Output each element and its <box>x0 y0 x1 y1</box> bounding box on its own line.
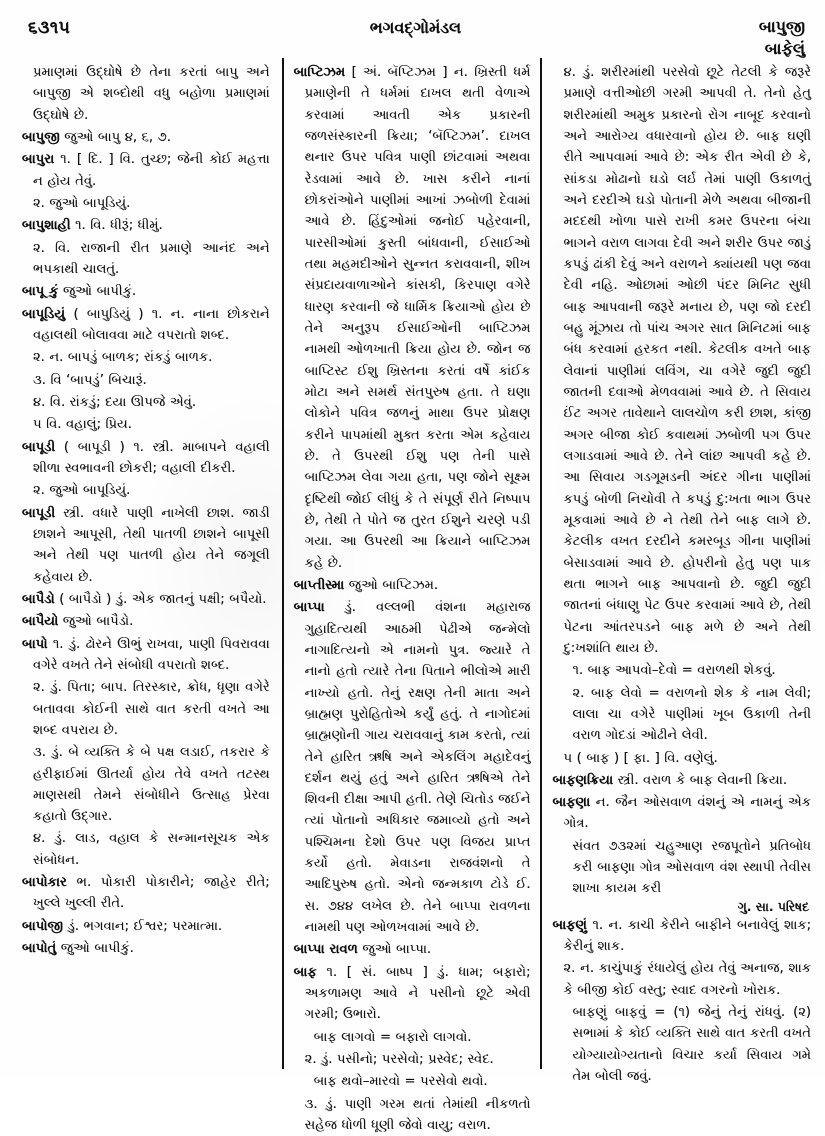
entry-definition: ૧. વિ. ધીરૂં; ધીમું. <box>70 218 163 234</box>
entry-definition: જુઓ બાપૈડો. <box>58 614 134 630</box>
entry-headword: બાપૂડી <box>22 505 56 521</box>
entry-sense: ૨. ડું. પસીનો; પરસેવો; પ્રસ્વેદ; સ્વેદ. <box>304 1052 494 1068</box>
entry-definition: જુઓ બાપ્ટિઝમ. <box>344 577 439 593</box>
entry-definition: સ્ત્રી. વધારે પાણી નાખેલી છાશ. જાડી છાશને આપૂસી, તેથી પાતળી છાશને બાપૂસી અને તેથી પણ પાતળી હોય તેને જગૂલી કહેવાય છે. <box>33 505 270 585</box>
entry-headword: બાપૂડી <box>22 439 56 455</box>
dictionary-title: ભગવદ્ગોમંડલ <box>369 18 462 37</box>
dictionary-entry <box>22 634 270 677</box>
entry-sense: ૪. ડું. શરીરમાંથી પરસેવો છૂટે તેટલી કે જરૂરે પ્રમાણે વત્તીઓછી ગરમી આપવી તે. તેનો હેતુ શરીરમાંથી અમુક પ્રકારનો રોગ નાબૂદ કરવાનો અને આરોગ્ય વધારવાનો હોય છે. બાફ ઘણી રીતે આપવામાં આવે છે: એક રીત એવી છે કે, સાંકડા મોઢાનો ઘડો લર્ઇ તેમાં પાણી ઉકાળતું અને દરદીએ ઘડો પોતાની મેળે અથવા બીજાની મદદથી ખોળા પાસે રાખી કમર ઉપરના બંચા ભાગને વરાળ લાગવા દેવી અને શરીર ઉપર જાડું કપડું ઢાંકી દેવું અને વરાળને ક્યાંયથી પણ જવા દેવી નહિ. ઓછામાં ઓછી પંદર મિનિટ સુધી બાફ આપવાની જરૂરે મનાય છે, પણ જો દરદી બહુ મૂંઝાય તો પાંચ અગર સાત મિનિટમાં બાફ બંધ કરવામાં હરકત નથી. કેટલીક વખતે બાફ લેવાનાં પાણીમાં લવિંગ, ચા વગેરે જુદી જુદી જાતની દવાઓ મેળવવામાં આવે છે. તે સિવાય ઈંટ અગર તાવેથાને લાલચોળ કરી છાશ, કાંજી અગર બીજા કોઈ કવાથમાં ઝબોળી પગ ઉપર લગાડવામાં આવે છે. તેને લાંછ આપવી કહે છે. આ સિવાય ગડગૂમડની અંદર ગીના પાણીમાં કપડું બોળી નિચોવી તે કપડું દુ:ખતા ભાગ ઉપર મૂકવામાં આવે છે ને તેથી તેને બાફ લાગે છે. કેટલીક વખત દરદીને કમરબૂડ ગીના પાણીમાં બેસાડવામાં આવે છે. હોપરીનો હેતુ પણ પાક થતા ભાગને બાફ આપવાનો છે. જુદી જુદી જાતનાં બંધાણુ પેટ ઉપર કરવામાં આવે છે, તેથી પેટના આંતરપડને બાફ મળે છે અને તેથી દુ:ખશાંતિ થાય છે. <box>563 65 811 656</box>
dictionary-entry <box>294 962 531 1026</box>
entry-definition: ૧. [ સં. બાષ્પ ] ડું. ધામ; બફારો; અકળામણ આવે ને પસીનો છૂટે એવી ગરમી; ઉભારો. <box>304 964 531 1023</box>
entry-headword: બાપોકાર <box>22 875 67 891</box>
entry-definition: ૧. ન. કાચી કેરીને બાફીને બનાવેલું શાક; કેરીનું શાક. <box>563 917 811 955</box>
dictionary-entry <box>22 589 270 610</box>
entry-headword: બાપૈયો <box>22 614 59 630</box>
entry-headword: બાપૈડો <box>22 591 55 607</box>
entry-sense: ૨. વિ. રાજાની રીત પ્રમાણે આનંદ અને ભપકાથી ચાલતું. <box>33 240 270 277</box>
text-column-1 <box>22 62 284 1071</box>
dictionary-entry <box>552 792 811 835</box>
entry-definition: જુઓ બાપ્પા. <box>357 942 432 958</box>
dictionary-entry <box>22 281 270 302</box>
dictionary-entry <box>294 575 531 596</box>
dictionary-entry <box>294 62 531 574</box>
entry-definition: જુઓ બાપુ ૪, ૬, ૭. <box>59 129 171 145</box>
entry-phrase: બાફ થવો–મારવો = પરસેવો થવો. <box>313 1074 488 1090</box>
entry-headword: બાપ્ટિઝમ <box>293 65 346 80</box>
entry-headword: બાફ <box>293 964 317 980</box>
dictionary-entry <box>22 127 270 148</box>
dictionary-entry <box>22 215 270 236</box>
entry-headword: બાપૂ કું <box>22 284 59 300</box>
entry-sense: ૨. ડું. પિતા; બાપ. તિરસ્કાર, ક્રોધ, ધૃણા વગેરે બતાવવા કોઈની સાથે વાત કરતી વખતે આ શબ્દ વપરાય છે. <box>33 680 270 738</box>
entry-sense: ૫ વિ. વહાલું; પ્રિય. <box>33 417 132 433</box>
dictionary-entry <box>22 916 270 937</box>
entry-definition: સ્ત્રી. વરાળ કે બાફ લેવાની ક્રિયા. <box>613 772 788 788</box>
entry-sense: ૫ ( બાફ ) [ ફા. ] વિ. વણેલું. <box>563 750 718 766</box>
dictionary-entry <box>22 503 270 588</box>
dictionary-entry <box>22 149 270 192</box>
entry-definition: ( બાપૂડી ) ૧. સ્ત્રી. માબાપને વહાલી શીળા સ્વભાવની છોકરી; વહાલી દીકરી. <box>33 439 270 476</box>
entry-headword: બાપુજી <box>22 129 60 145</box>
guide-words <box>759 16 805 59</box>
entry-sense: ૩. ડું. બે વ્યક્તિ કે બે પક્ષ લડાઈ, તકરાર કે હરીફાઈમાં ઊતર્યા હોય તેવે વખતે તટસ્થ માણસથી તેમને સંબોધીને ઉત્સાહ પ્રેરવા કહાતો ઉદ્‌ગાર. <box>33 745 270 825</box>
text-column-2 <box>284 62 543 1134</box>
entry-headword: બાફણું <box>552 917 587 933</box>
entry-definition: ન. જૈન ઓસવાળ વંશનું એ નામનું એક ગોત્ર. <box>563 795 811 832</box>
dictionary-entry <box>294 597 531 938</box>
entry-headword: બાપોજી <box>22 918 64 934</box>
entry-definition: ( બાપૈડો ) ડું. એક જાતનું પક્ષી; બપૈયો. <box>54 591 267 607</box>
citation-source: ગુ. સા. પરિષદ <box>737 898 809 914</box>
entry-headword: બાપ્તીસ્મા <box>293 577 345 593</box>
entry-phrase: ૨. બાફ લેવો = વરાળનો શેક કે નામ લેવી; લાલા ચા વગેરે પાણીમાં ખૂબ ઉકાળી તેની વરાળ ગોદડાં ઓઢીને લેવી. <box>572 685 811 744</box>
entry-headword: બાપોતું <box>22 941 57 957</box>
entry-headword: બાપુશાહી <box>22 218 71 234</box>
text-column-3 <box>542 62 811 1085</box>
entry-sense: ૪. વિ. રાંકડું; દયા ઊપજે એવું. <box>33 394 196 410</box>
entry-sense: ૨. જુઓ બાપૂડિયું. <box>33 195 131 211</box>
running-head <box>24 16 807 64</box>
entry-headword: બાપ્પા <box>293 600 325 616</box>
dictionary-entry <box>22 938 270 959</box>
guide-word-first: બાપુજી <box>758 17 805 36</box>
entry-definition: ડું. વલ્લભી વંશના મહારાજ ગુહાદિત્યથી આઠમી પેઢીએ જન્મેલો નાગાદિત્યનો એ નામનો પુત્ર. જ્યારે તે નાનો હતો ત્યારે તેના પિતાને ભીલોએ મારી નાખ્યો હતો. તેનું રક્ષણ તેની માતા અને બ્રાહ્મણ પુરોહિતોએ કર્યું હતું. તે નાગોદમાં બ્રાહ્મણોની ગાય ચરાવવાનું કામ કરતો, ત્યાં તેને હારિત ઋષિ અને એકલિંગ મહાદેવનું દર્શન થયું હતું અને હારિત ઋષિએ તેને શિવની દીક્ષા આપી હતી. તેણે ચિતોડ જઈને ત્યાં પોતાનો અધિકાર જમાવ્યો હતો અને પશ્ચિમના દેશો ઉપર પણ વિજય પ્રાપ્ત કર્યો હતો. મેવાડના રાજવંશનો તે આદિપુરુષ હતો. એનો જન્મકાળ ટોડે ઈ. સ. ૭૪૪ લખેલ છે. તેને બાપ્પા રાવળના નામથી પણ ઓળખવામાં આવે છે. <box>304 600 531 936</box>
dictionary-entry <box>22 872 270 915</box>
dictionary-entry <box>22 437 270 480</box>
entry-sense: ૨. જુઓ બાપૂડિયું. <box>33 483 131 499</box>
dictionary-entry <box>552 915 811 958</box>
entry-phrase: બાફ લાગવો = બફારો લાગવો. <box>313 1029 472 1045</box>
entry-definition: ડું. ભગવાન; ઈશ્વર; પરમાત્મા. <box>63 918 223 934</box>
entry-continuation: પ્રમાણમાં ઉદ્‌ઘોષે છે તેના કરતાં બાપુ અને બાપુજી એ શબ્દોથી વધુ બહોળા પ્રમાણમાં ઉદ્‌ઘોષે છે. <box>33 65 270 123</box>
entry-phrase: બાફણું બાફવું = (૧) જેનું તેનું રાંધવું. (૨) સભામાં કે કોઈ વ્યક્તિ સાથે વાત કરતી વખતે યોગ્યાયોગ્યતાનો વિચાર કર્યા સિવાય ગમે તેમ બોલી જવું. <box>572 1005 811 1085</box>
entry-phrase: ૧. બાફ આપવો–દેવો = વરાળથી શેકવું. <box>572 663 776 679</box>
entry-sense: ૨. ન. બાપડું બાળક; રાંકડું બાળક. <box>33 350 213 366</box>
entry-definition: ૧. ડું. ઢોરને ઊભું રાખવા, પાણી પિવરાવવા વગેરે વખતે તેને સંબોધી વપરાતો શબ્દ. <box>33 636 270 673</box>
entry-definition: ભ. પોકારી પોકારીને; જાહેર રીતે; ખુલ્લે ખુલ્લી રીતે. <box>33 875 270 912</box>
entry-quotation: સંવત ૭૩૨માં ચહુઆણ રજપૂતોને પ્રતિબોધ કરી બાફણા ગોત્ર ઓસવાળ વંશ સ્થાપી તેવીસ શાખા કાયમ કરી <box>572 838 811 897</box>
guide-word-last: બાફેલું <box>764 38 805 58</box>
entry-headword: બાપ્પા રાવળ <box>293 942 358 958</box>
entry-definition: જુઓ બાપીકું. <box>58 284 136 300</box>
entry-headword: બાપો <box>22 636 48 652</box>
dictionary-entry <box>22 611 270 632</box>
entry-headword: બાપુરા <box>22 152 55 168</box>
entry-headword: બાફણા <box>552 795 591 811</box>
entry-sense: ૩. વિ ‘બાપડું’ બિચારૂં. <box>33 372 147 388</box>
entry-sense: ૨. ન. કાચુંપાકું રંધાયેલું હોય તેવું અનાજ, શાક કે બીજી કોઈ વસ્તુ; સ્વાદ વગરનો ખોરાક. <box>563 961 811 998</box>
dictionary-entry <box>22 304 270 347</box>
dictionary-entry <box>552 770 811 791</box>
entry-headword: બાફણક્રિયા <box>552 772 614 788</box>
entry-definition: ૧. [ દિ. ] વિ. તુચ્છ; જેની કોઈ મહત્તા ન હોય તેવું. <box>33 152 270 189</box>
entry-definition: જુઓ બાપીકું. <box>56 941 134 957</box>
entry-sense: ૩. ડું. પાણી ગરમ થતાં તેમાંથી નીકળતો સહેજ ધોળી ધૂણી જેવો વાયુ; વરાળ. <box>304 1096 531 1134</box>
entry-definition: ( બાપુડિયું ) ૧. ન. નાના છોકરાને વહાલથી બોલાવવા માટે વપરાતો શબ્દ. <box>33 306 270 343</box>
entry-definition: [ અં. બૅપ્ટિઝમ ] ન. ખ્રિસ્તી ધર્મ પ્રમાણેની તે ધર્મમાં દાખલ થતી વેળાએ કરવામાં આવતી એક પ્રકારની જળસંસ્કારની ક્રિયા; ‘બૅપ્ટિઝમ’. દાખલ થનાર ઉપર પવિત્ર પાણી છાંટવામાં અથવા રેડવામાં આવે છે. ખાસ કરીને નાનાં છોકરાંઓને પાણીમાં આખાં ઝબોળી દેવામાં આવે છે. હિંદુઓમાં જનોઈ પહેરવાની, પારસીઓમાં કુસ્તી બાંધવાની, ઈસાઈઓ તથા મહમદીઓને સુન્નત કરાવવાની, શીખ સંપ્રદાયવાળાઓને કાંસકી, કિરપાણ વગેરે ધારણ કરવાની જે ધાર્મિક ક્રિયાઓ હોય છે તેને અનુરૂપ ઈસાઈઓની બાપ્ટિઝમ નામથી ઓળખાતી ક્રિયા હોય છે. જોન જ બાપ્ટિસ્ટ ઈશુ ખ્રિસ્તના કરતાં વર્ષે કાંઈક મોટા અને સમર્થ સંતપુરુષ હતા. તે ઘણા લોકોને પવિત્ર જળનું માથા ઉપર પ્રોક્ષણ કરીને પાપમાંથી મુક્ત કરતા એમ કહેવાય છે. તે ઉપરથી ઈશુ પણ તેની પાસે બાપ્ટિઝમ લેવા ગયા હતા, પણ જોને સૂક્ષ્મ દૃષ્ટિથી જોઈ લીધું કે તે સંપૂર્ણ રીતે નિષ્પાપ છે, તેથી તે પોતે જ તુરત ઈશુને ચરણે પડી ગયા. આ ઉપરથી આ ક્રિયાને બાપ્ટિઝમ કહે છે. <box>304 65 531 571</box>
dictionary-entry <box>294 939 531 960</box>
entry-headword: બાપૂડિયું <box>22 306 66 322</box>
entry-sense: ૪. ડું. લાડ, વહાલ કે સન્માનસૂચક એક સંબોધન. <box>33 831 270 868</box>
page-folio-number: ૬૩૧૫ <box>28 18 71 38</box>
column-container <box>22 62 811 1134</box>
